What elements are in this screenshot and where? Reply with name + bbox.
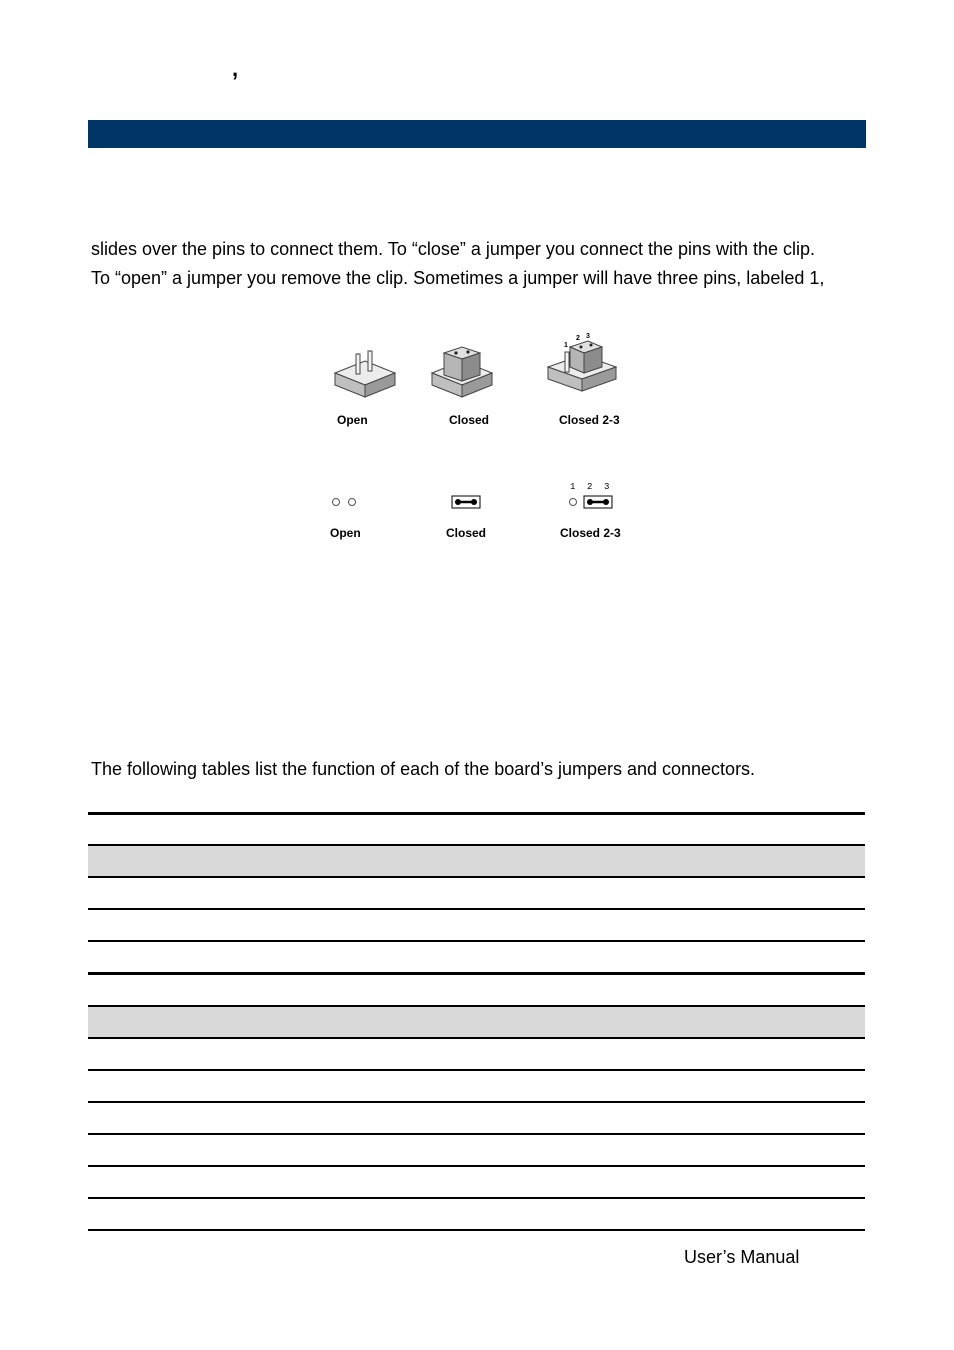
label-open-3d: Open (337, 413, 368, 427)
pin-2-symbol: 2 (587, 482, 593, 492)
table-row (88, 1039, 865, 1071)
footer-label: User’s Manual (684, 1247, 800, 1267)
pin-3-symbol: 3 (604, 482, 610, 492)
jumper-closed-3d (432, 347, 492, 397)
table-row (88, 1167, 865, 1199)
table-title-row (88, 812, 865, 846)
jumper-open-symbol (333, 499, 356, 506)
table-header-row (88, 846, 865, 878)
table-row (88, 1199, 865, 1231)
label-closed-2-3-symbol: Closed 2-3 (560, 526, 621, 540)
table-row (88, 1135, 865, 1167)
label-closed-symbol: Closed (446, 526, 487, 540)
table-row (88, 878, 865, 910)
intro-line-1: slides over the pins to connect them. To “close” a jumper you connect the pins with the clip. (91, 239, 816, 259)
table-title-row (88, 972, 865, 1007)
pin-1-3d: 1 (564, 342, 568, 349)
jumper-figure (320, 325, 640, 550)
header-fragment: , (232, 56, 239, 81)
table-row (88, 910, 865, 942)
table-row (88, 1103, 865, 1135)
pin-1-symbol: 1 (570, 482, 576, 492)
jumper-open-3d (335, 350, 395, 397)
connector-table (88, 972, 865, 1231)
section-banner (88, 120, 866, 148)
pin-2-3d: 2 (576, 335, 580, 342)
jumper-closed-2-3-symbol (570, 482, 613, 508)
label-open-symbol: Open (330, 526, 361, 540)
intro-line-2: To “open” a jumper you remove the clip. Sometimes a jumper will have three pins, labeled 1, (91, 268, 825, 288)
label-closed-3d: Closed (449, 413, 490, 427)
table-header-row (88, 1007, 865, 1039)
jumper-closed-2-3-3d (548, 333, 616, 391)
table-row (88, 942, 865, 974)
label-closed-2-3-3d: Closed 2-3 (559, 413, 620, 427)
pin-3-3d: 3 (586, 333, 590, 340)
jumper-closed-symbol (452, 496, 480, 508)
table-row (88, 1071, 865, 1103)
jumper-table (88, 812, 865, 974)
intro-paragraph (91, 235, 824, 293)
tables-intro: The following tables list the function of each of the board’s jumpers and connectors. (91, 759, 756, 779)
